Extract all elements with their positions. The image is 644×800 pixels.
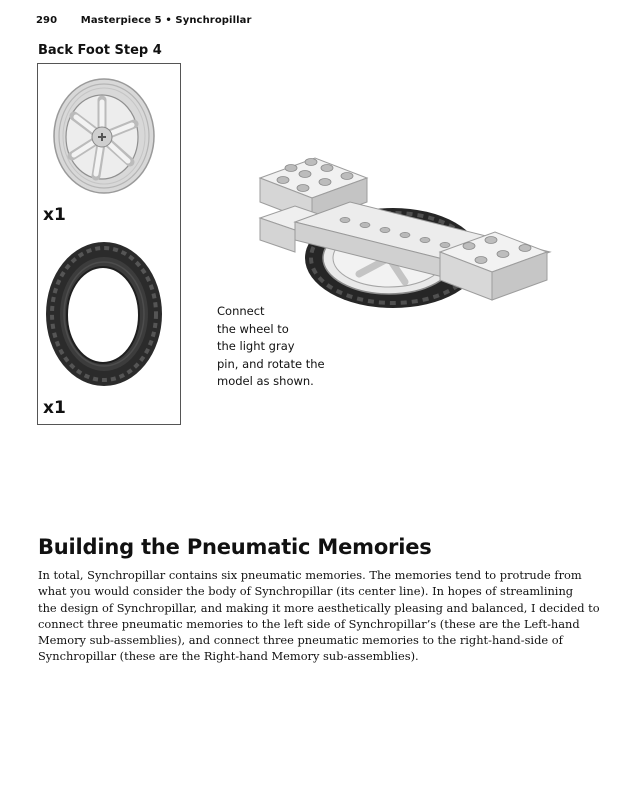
paragraph-line: the design of Synchropillar, and making it more aesthetically pleasing and balanced, I decided to [38,600,600,615]
instruction-line: Connect [217,304,265,318]
parts-illustration [38,64,182,426]
paragraph-line: connect three pneumatic memories to the left side of Synchropillar’s (these are the Left-hand [38,616,580,631]
running-head [36,15,252,26]
paragraph-line: In total, Synchropillar contains six pneumatic memories. The memories tend to protrude from [38,568,582,582]
instruction-line: the wheel to [217,321,289,336]
part-quantity-tire: x1 [43,398,66,418]
wheel-hub-image [54,79,154,193]
part-quantity-wheel-hub: x1 [43,205,66,225]
section-heading: Building the Pneumatic Memories [38,535,432,559]
instruction-line: pin, and rotate the [217,356,325,371]
step-title: Back Foot Step 4 [38,43,162,58]
assembly-model-image [255,140,555,315]
body-paragraph [38,567,600,665]
running-title: Masterpiece 5 • Synchropillar [80,15,252,26]
instruction-line: model as shown. [217,374,314,388]
tire-image [46,242,162,386]
instruction-callout [217,303,357,391]
paragraph-line: Synchropillar (these are the Right-hand Memory sub-assemblies). [38,649,419,664]
paragraph-line: Memory sub-assemblies), and connect three pneumatic memories to the right-hand-side of [38,633,563,648]
instruction-line: the light gray [217,339,295,353]
page-number: 290 [36,15,58,26]
paragraph-line: what you would consider the body of Synchropillar (its center line). In hopes of streamlining [38,584,574,599]
parts-list-box [37,63,181,425]
